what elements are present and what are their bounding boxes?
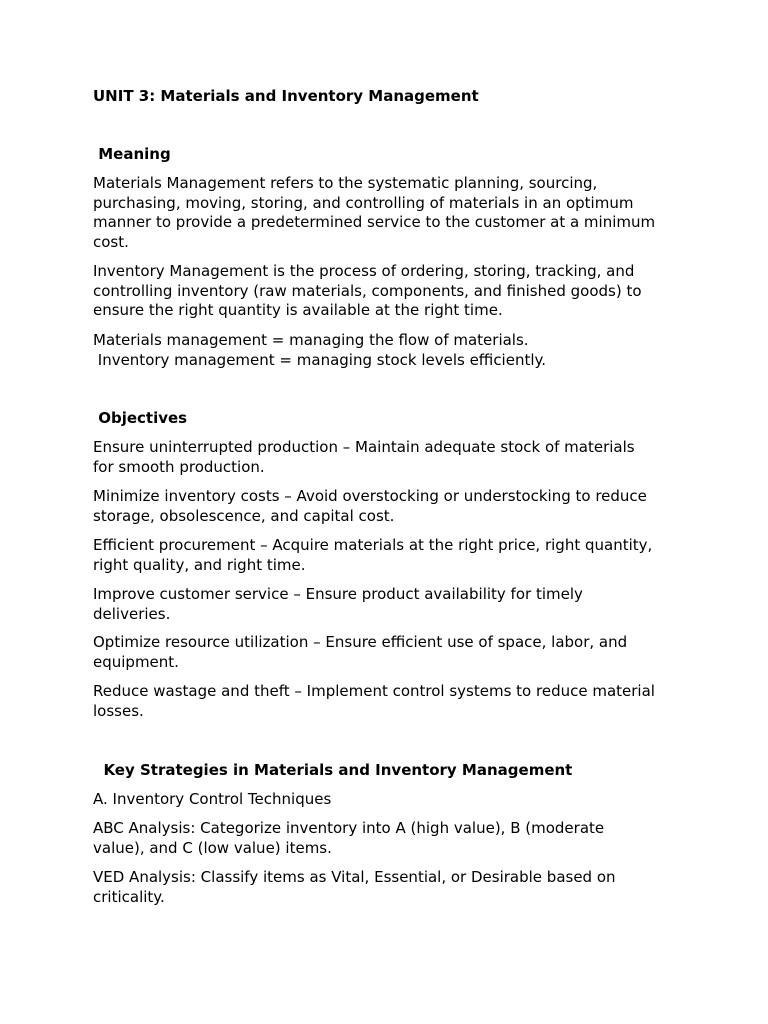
page-title: UNIT 3: Materials and Inventory Management (93, 87, 479, 105)
objective-item: Optimize resource utilization – Ensure efficient use of space, labor, and equipment. (93, 633, 628, 671)
strategies-heading: Key Strategies in Materials and Inventory Management (93, 761, 573, 779)
strategy-item: ABC Analysis: Categorize inventory into A (high value), B (moderate value), and C (low value) items. (93, 819, 605, 857)
meaning-paragraph-summary: Materials management = managing the flow of materials. Inventory management = managing stock levels efficiently. (93, 331, 547, 369)
objective-item: Ensure uninterrupted production – Maintain adequate stock of materials for smooth production. (93, 438, 635, 476)
meaning-heading: Meaning (93, 145, 171, 163)
objective-item: Reduce wastage and theft – Implement control systems to reduce material losses. (93, 682, 655, 720)
meaning-paragraph-inventory: Inventory Management is the process of ordering, storing, tracking, and controlling inventory (raw materials, components, and finished goods) to ensure the right quantity is available at the right time. (93, 262, 642, 319)
objective-item: Minimize inventory costs – Avoid overstocking or understocking to reduce storage, obsolescence, and capital cost. (93, 487, 647, 525)
meaning-paragraph-materials: Materials Management refers to the systematic planning, sourcing, purchasing, moving, storing, and controlling of materials in an optimum manner to provide a predetermined service to the customer at a minimum cost. (93, 174, 656, 251)
objective-item: Improve customer service – Ensure product availability for timely deliveries. (93, 585, 583, 623)
objectives-heading: Objectives (93, 409, 188, 427)
strategy-item: VED Analysis: Classify items as Vital, Essential, or Desirable based on criticality. (93, 868, 616, 906)
objective-item: Efficient procurement – Acquire materials at the right price, right quantity, right quality, and right time. (93, 536, 653, 574)
strategies-subheading: A. Inventory Control Techniques (93, 790, 332, 808)
